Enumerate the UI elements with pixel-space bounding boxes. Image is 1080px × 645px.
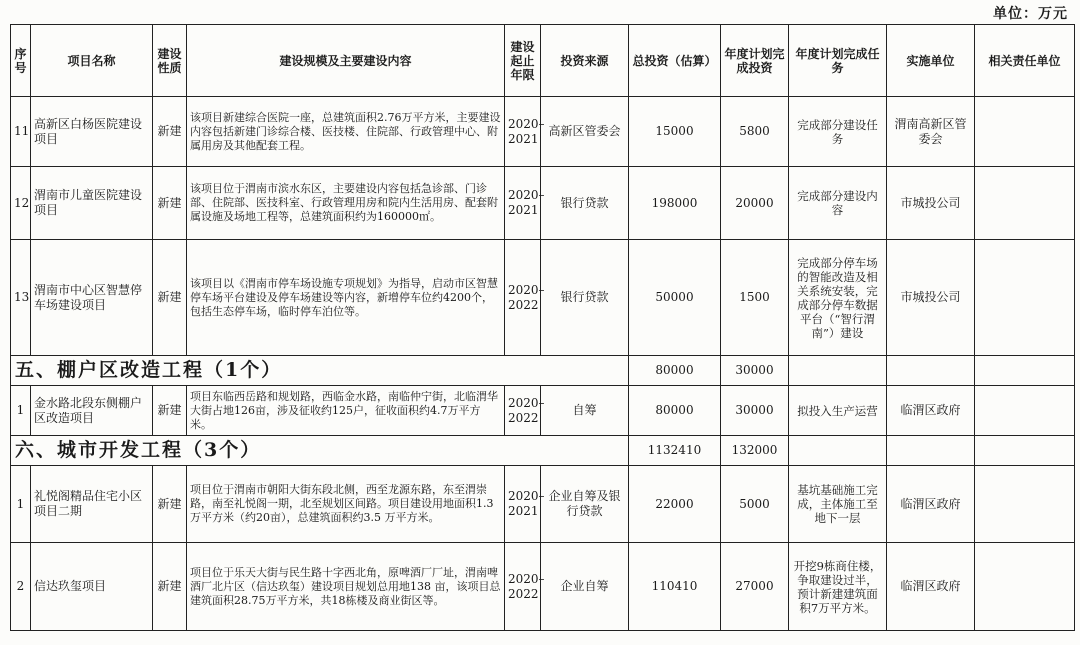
unit-label: 单位：万元 bbox=[993, 6, 1068, 22]
project-table bbox=[10, 24, 1075, 631]
row-source: 高新区管委会 bbox=[541, 97, 629, 167]
row-period: 2020–2021 bbox=[505, 167, 541, 240]
row-seq: 2 bbox=[11, 543, 31, 631]
row-content: 该项目位于渭南市滨水东区，主要建设内容包括急诊部、门诊部、住院部、医技科室、行政管理用房和院内生活用房、配套附属设施及场地工程等，总建筑面积约为160000㎡。 bbox=[187, 167, 505, 240]
header-content: 建设规模及主要建设内容 bbox=[187, 25, 505, 97]
row-nature: 新建 bbox=[153, 386, 187, 436]
header-annual-task: 年度计划完成任务 bbox=[789, 25, 887, 97]
table-row bbox=[11, 97, 1075, 167]
row-seq: 13 bbox=[11, 240, 31, 356]
row-nature: 新建 bbox=[153, 543, 187, 631]
row-name: 信达玖玺项目 bbox=[31, 543, 153, 631]
row-total: 110410 bbox=[629, 543, 721, 631]
header-seq: 序号 bbox=[11, 25, 31, 97]
row-content: 项目位于乐天大街与民生路十字西北角，原啤酒厂厂址，渭南啤酒厂北片区（信达玖玺）建设项目规划总用地138 亩，该项目总建筑面积28.75万平方米，共18栋楼及商业街区等。 bbox=[187, 543, 505, 631]
row-annual-task: 基坑基础施工完成，主体施工至地下一层 bbox=[789, 466, 887, 543]
table-row bbox=[11, 240, 1075, 356]
row-annual-invest: 27000 bbox=[721, 543, 789, 631]
row-period: 2020–2022 bbox=[505, 386, 541, 436]
row-source: 企业自筹及银行贷款 bbox=[541, 466, 629, 543]
header-unit: 实施单位 bbox=[887, 25, 975, 97]
row-seq: 11 bbox=[11, 97, 31, 167]
header-name: 项目名称 bbox=[31, 25, 153, 97]
row-total: 198000 bbox=[629, 167, 721, 240]
table-header-row bbox=[11, 25, 1075, 97]
row-responsible bbox=[975, 240, 1075, 356]
row-source: 自筹 bbox=[541, 386, 629, 436]
row-seq: 1 bbox=[11, 386, 31, 436]
row-annual-task: 开挖9栋商住楼，争取建设过半，预计新建建筑面积7万平方米。 bbox=[789, 543, 887, 631]
header-responsible: 相关责任单位 bbox=[975, 25, 1075, 97]
table-row bbox=[11, 386, 1075, 436]
section-total: 1132410 bbox=[629, 436, 721, 466]
row-content: 该项目以《渭南市停车场设施专项规划》为指导，启动市区智慧停车场平台建设及停车场建设等内容，新增停车位约4200个，包括生态停车场，临时停车泊位等。 bbox=[187, 240, 505, 356]
row-name: 高新区白杨医院建设项目 bbox=[31, 97, 153, 167]
row-source: 银行贷款 bbox=[541, 240, 629, 356]
row-seq: 12 bbox=[11, 167, 31, 240]
section-empty-cell bbox=[887, 356, 975, 386]
row-unit: 市城投公司 bbox=[887, 240, 975, 356]
section-row bbox=[11, 436, 1075, 466]
row-responsible bbox=[975, 466, 1075, 543]
section-annual-invest: 30000 bbox=[721, 356, 789, 386]
row-content: 项目位于渭南市朝阳大街东段北侧，西至龙源东路，东至渭崇路，南至礼悦阁一期，北至规划区间路。项目建设用地面积1.3万平方米（约20亩），总建筑面积约3.5 万平方米。 bbox=[187, 466, 505, 543]
row-period: 2020–2022 bbox=[505, 240, 541, 356]
section-row bbox=[11, 356, 1075, 386]
table-row bbox=[11, 466, 1075, 543]
section-annual-invest: 132000 bbox=[721, 436, 789, 466]
row-source: 银行贷款 bbox=[541, 167, 629, 240]
section-title: 五、棚户区改造工程（1个） bbox=[11, 356, 629, 386]
row-annual-task: 完成部分建设内容 bbox=[789, 167, 887, 240]
row-unit: 临渭区政府 bbox=[887, 466, 975, 543]
row-annual-task: 拟投入生产运营 bbox=[789, 386, 887, 436]
row-annual-invest: 20000 bbox=[721, 167, 789, 240]
row-total: 15000 bbox=[629, 97, 721, 167]
row-content: 项目东临西岳路和规划路，西临金水路，南临仲宁街，北临渭华大街占地126亩，涉及征收约125户，征收面积约4.7万平方米。 bbox=[187, 386, 505, 436]
row-source: 企业自筹 bbox=[541, 543, 629, 631]
section-title: 六、城市开发工程（3个） bbox=[11, 436, 629, 466]
row-annual-task: 完成部分建设任务 bbox=[789, 97, 887, 167]
row-content: 该项目新建综合医院一座，总建筑面积2.76万平方米，主要建设内容包括新建门诊综合楼、医技楼、住院部、行政管理中心、附属用房及其他配套工程。 bbox=[187, 97, 505, 167]
section-total: 80000 bbox=[629, 356, 721, 386]
row-annual-task: 完成部分停车场的智能改造及相关系统安装，完成部分停车数据平台（“智行渭南”）建设 bbox=[789, 240, 887, 356]
section-empty-cell bbox=[789, 356, 887, 386]
row-seq: 1 bbox=[11, 466, 31, 543]
row-nature: 新建 bbox=[153, 97, 187, 167]
row-nature: 新建 bbox=[153, 167, 187, 240]
row-name: 渭南市儿童医院建设项目 bbox=[31, 167, 153, 240]
row-name: 金水路北段东侧棚户区改造项目 bbox=[31, 386, 153, 436]
row-responsible bbox=[975, 386, 1075, 436]
table-row bbox=[11, 543, 1075, 631]
header-total: 总投资（估算） bbox=[629, 25, 721, 97]
header-nature: 建设性质 bbox=[153, 25, 187, 97]
row-total: 80000 bbox=[629, 386, 721, 436]
header-source: 投资来源 bbox=[541, 25, 629, 97]
row-unit: 渭南高新区管委会 bbox=[887, 97, 975, 167]
row-nature: 新建 bbox=[153, 240, 187, 356]
row-name: 渭南市中心区智慧停车场建设项目 bbox=[31, 240, 153, 356]
header-annual-invest: 年度计划完成投资 bbox=[721, 25, 789, 97]
row-unit: 临渭区政府 bbox=[887, 543, 975, 631]
row-period: 2020–2021 bbox=[505, 466, 541, 543]
row-period: 2020–2022 bbox=[505, 543, 541, 631]
section-empty-cell bbox=[975, 436, 1075, 466]
section-empty-cell bbox=[975, 356, 1075, 386]
row-annual-invest: 5000 bbox=[721, 466, 789, 543]
section-empty-cell bbox=[789, 436, 887, 466]
row-annual-invest: 5800 bbox=[721, 97, 789, 167]
row-responsible bbox=[975, 543, 1075, 631]
row-unit: 临渭区政府 bbox=[887, 386, 975, 436]
row-annual-invest: 30000 bbox=[721, 386, 789, 436]
row-unit: 市城投公司 bbox=[887, 167, 975, 240]
row-responsible bbox=[975, 167, 1075, 240]
section-empty-cell bbox=[887, 436, 975, 466]
row-total: 50000 bbox=[629, 240, 721, 356]
row-responsible bbox=[975, 97, 1075, 167]
row-annual-invest: 1500 bbox=[721, 240, 789, 356]
table-row bbox=[11, 167, 1075, 240]
row-total: 22000 bbox=[629, 466, 721, 543]
header-period: 建设起止年限 bbox=[505, 25, 541, 97]
row-period: 2020–2021 bbox=[505, 97, 541, 167]
row-nature: 新建 bbox=[153, 466, 187, 543]
row-name: 礼悦阁精品住宅小区项目二期 bbox=[31, 466, 153, 543]
